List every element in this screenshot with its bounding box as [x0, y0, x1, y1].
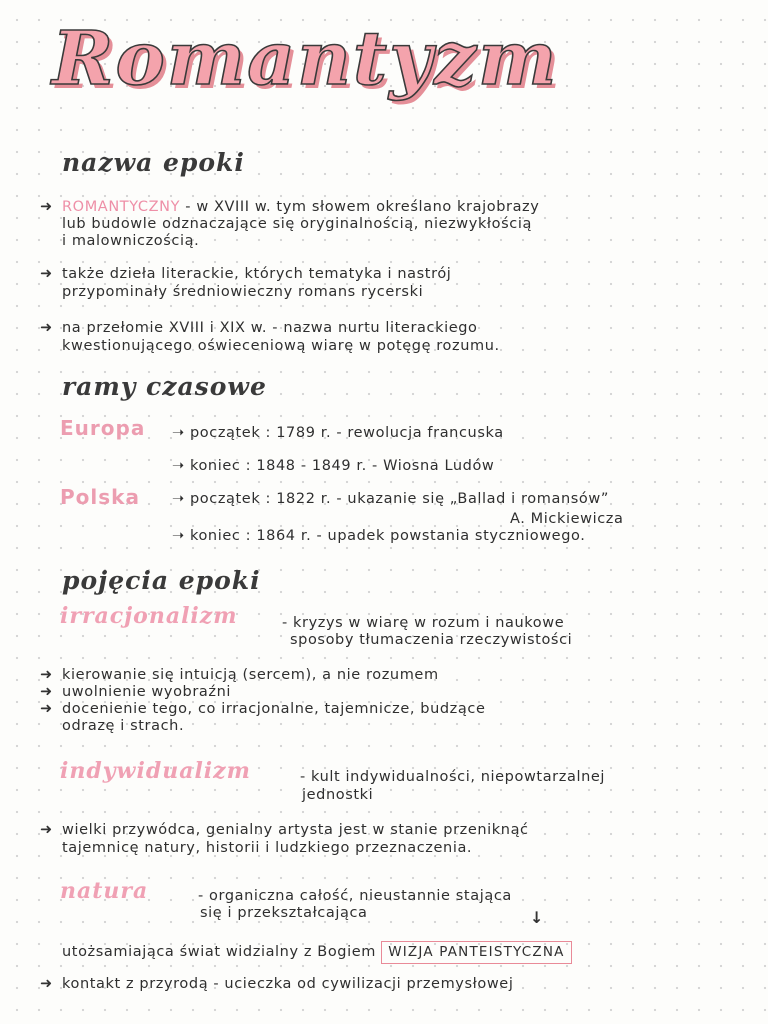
arrow-right-icon: ➜ [40, 976, 53, 992]
nazwa-bullet-1-line-1 [40, 199, 730, 216]
term-romantyczny: ROMANTYCZNY [62, 199, 181, 215]
natura-bullet-1 [40, 976, 730, 993]
arrow-right-icon: ➜ [40, 822, 53, 838]
polska-end [172, 528, 585, 545]
nazwa-bullet-2-line-2: przypominały średniowieczny romans rycerski [62, 284, 424, 300]
polska-start-text: początek : 1822 r. - ukazanie się „Ballad i romansów” [189, 491, 609, 507]
europa-end [172, 458, 494, 475]
arrow-right-icon: ➝ [172, 528, 185, 544]
arrow-right-icon: ➜ [40, 320, 53, 336]
arrow-right-icon: ➜ [40, 266, 53, 282]
europa-start [172, 425, 504, 442]
irracjonalizm-bullet-2 [40, 684, 730, 701]
nazwa-bullet-3-text: na przełomie XVIII i XIX w. - nazwa nurtu literackiego [62, 320, 478, 336]
irracjonalizm-def-line-2: sposoby tłumaczenia rzeczywistości [290, 632, 573, 648]
irracjonalizm-bullet-3-line-2: odrazę i strach. [62, 718, 185, 734]
page-title: Romantyzm [52, 16, 559, 102]
irracjonalizm-bullet-1 [40, 667, 730, 684]
irracjonalizm-bullet-3 [40, 701, 730, 718]
term-natura: natura [60, 878, 149, 904]
natura-def-line-2: się i przekształcająca [200, 905, 368, 921]
polska-end-text: koniec : 1864 r. - upadek powstania styczniowego. [189, 528, 586, 544]
heading-nazwa-epoki: nazwa epoki [62, 148, 245, 177]
indywidualizm-bullet-1 [40, 822, 730, 839]
nazwa-bullet-1-line-3: i malowniczością. [62, 233, 200, 249]
arrow-right-icon: ➜ [40, 199, 53, 215]
irracjonalizm-bullet-1-text: kierowanie się intuicją (sercem), a nie rozumem [62, 667, 439, 683]
region-polska: Polska [60, 485, 140, 509]
natura-bullet-1-text: kontakt z przyrodą - ucieczka od cywilizacji przemysłowej [62, 976, 514, 992]
nazwa-bullet-1-line-2: lub budowle odznaczające się oryginalnością, niezwykłością [62, 216, 532, 232]
heading-pojecia-epoki: pojęcia epoki [62, 566, 261, 595]
irracjonalizm-def-line-1: - kryzys w wiarę w rozum i naukowe [282, 615, 565, 631]
arrow-right-icon: ➝ [172, 491, 185, 507]
arrow-right-icon: ➜ [40, 701, 53, 717]
europa-end-text: koniec : 1848 - 1849 r. - Wiosna Ludów [189, 458, 495, 474]
region-europa: Europa [60, 416, 146, 440]
europa-start-text: początek : 1789 r. - rewolucja francuska [189, 425, 504, 441]
term-irracjonalizm: irracjonalizm [60, 603, 238, 629]
nazwa-bullet-2-text: także dzieła literackie, których tematyka i nastrój [62, 266, 452, 282]
arrow-right-icon: ➜ [40, 667, 53, 683]
polska-start-author: A. Mickiewicza [510, 511, 624, 527]
irracjonalizm-bullet-2-text: uwolnienie wyobraźni [62, 684, 232, 700]
arrow-down-icon: ↓ [530, 908, 544, 927]
nazwa-bullet-3-line-2: kwestionującego oświeceniową wiarę w potęgę rozumu. [62, 338, 500, 354]
polska-start [172, 491, 609, 508]
indywidualizm-bullet-1-text: wielki przywódca, genialny artysta jest w stanie przeniknąć [62, 822, 529, 838]
irracjonalizm-bullet-3-text: docenienie tego, co irracjonalne, tajemnicze, budzące [62, 701, 486, 717]
indywidualizm-def-line-2: jednostki [302, 787, 374, 803]
nazwa-bullet-1-text: - w XVIII w. tym słowem określano krajobrazy [185, 199, 540, 215]
indywidualizm-def-line-1: - kult indywidualności, niepowtarzalnej [300, 769, 606, 785]
term-indywidualizm: indywidualizm [60, 758, 251, 784]
natura-pantheism-line [62, 941, 572, 964]
arrow-right-icon: ➜ [40, 684, 53, 700]
nazwa-bullet-2-line-1 [40, 266, 730, 283]
natura-pantheism-text: utożsamiająca świat widzialny z Bogiem [62, 944, 376, 960]
heading-ramy-czasowe: ramy czasowe [62, 372, 267, 401]
indywidualizm-bullet-1-line-2: tajemnicę natury, historii i ludzkiego przeznaczenia. [62, 840, 473, 856]
arrow-right-icon: ➝ [172, 425, 185, 441]
natura-def-line-1: - organiczna całość, nieustannie stająca [198, 888, 512, 904]
nazwa-bullet-3-line-1 [40, 320, 730, 337]
wizja-panteistyczna-box: WIZJA PANTEISTYCZNA [381, 941, 571, 964]
arrow-right-icon: ➝ [172, 458, 185, 474]
